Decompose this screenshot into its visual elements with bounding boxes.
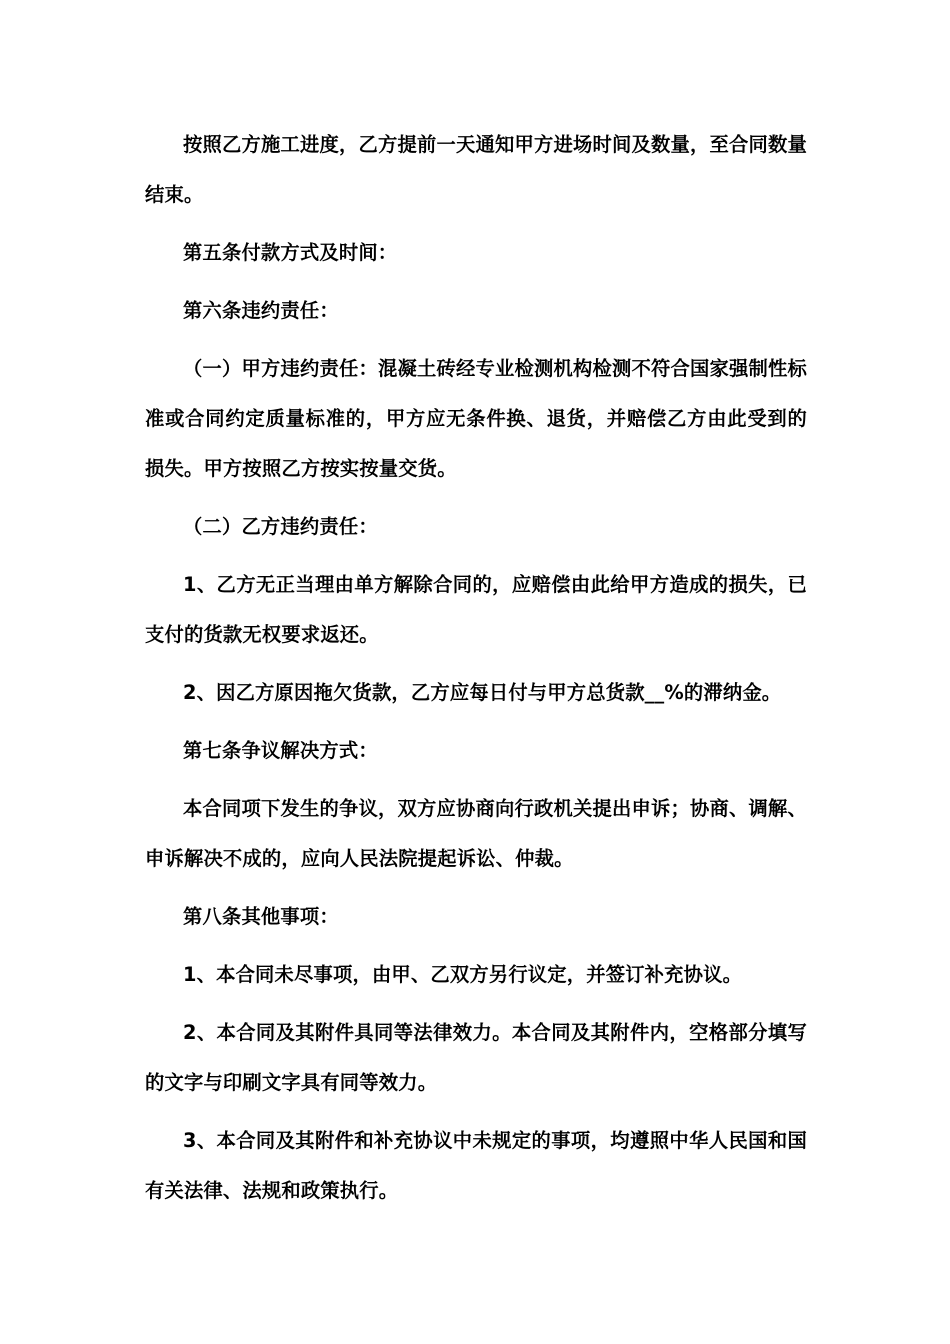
paragraph-dispute: 本合同项下发生的争议，双方应协商向行政机关提出申诉；协商、调解、申诉解决不成的，应向人民法院提起诉讼、仲裁。 (145, 797, 807, 870)
paragraph-delivery: 按照乙方施工进度，乙方提前一天通知甲方进场时间及数量，至合同数量结束。 (145, 133, 807, 206)
paragraph-other-2: 2、本合同及其附件具同等法律效力。本合同及其附件内，空格部分填写的文字与印刷文字具有同等效力。 (145, 1021, 807, 1094)
paragraph-b-item-1: 1、乙方无正当理由单方解除合同的，应赔偿由此给甲方造成的损失，已支付的货款无权要求返还。 (145, 573, 807, 646)
heading-article-8: 第八条其他事项： (183, 905, 339, 928)
heading-article-7: 第七条争议解决方式： (183, 739, 378, 762)
paragraph-other-3: 3、本合同及其附件和补充协议中未规定的事项，均遵照中华人民国和国有关法律、法规和政策执行。 (145, 1129, 807, 1202)
heading-article-6: 第六条违约责任： (183, 299, 339, 322)
heading-article-5: 第五条付款方式及时间： (183, 241, 398, 264)
paragraph-other-1: 1、本合同未尽事项，由甲、乙双方另行议定，并签订补充协议。 (183, 963, 743, 986)
paragraph-party-a-liability: （一）甲方违约责任：混凝土砖经专业检测机构检测不符合国家强制性标准或合同约定质量标准的，甲方应无条件换、退货，并赔偿乙方由此受到的损失。甲方按照乙方按实按量交货。 (145, 357, 807, 480)
document-page (145, 120, 807, 1224)
heading-party-b-liability: （二）乙方违约责任： (183, 515, 378, 538)
paragraph-b-item-2: 2、因乙方原因拖欠货款，乙方应每日付与甲方总货款__%的滞纳金。 (183, 681, 782, 704)
